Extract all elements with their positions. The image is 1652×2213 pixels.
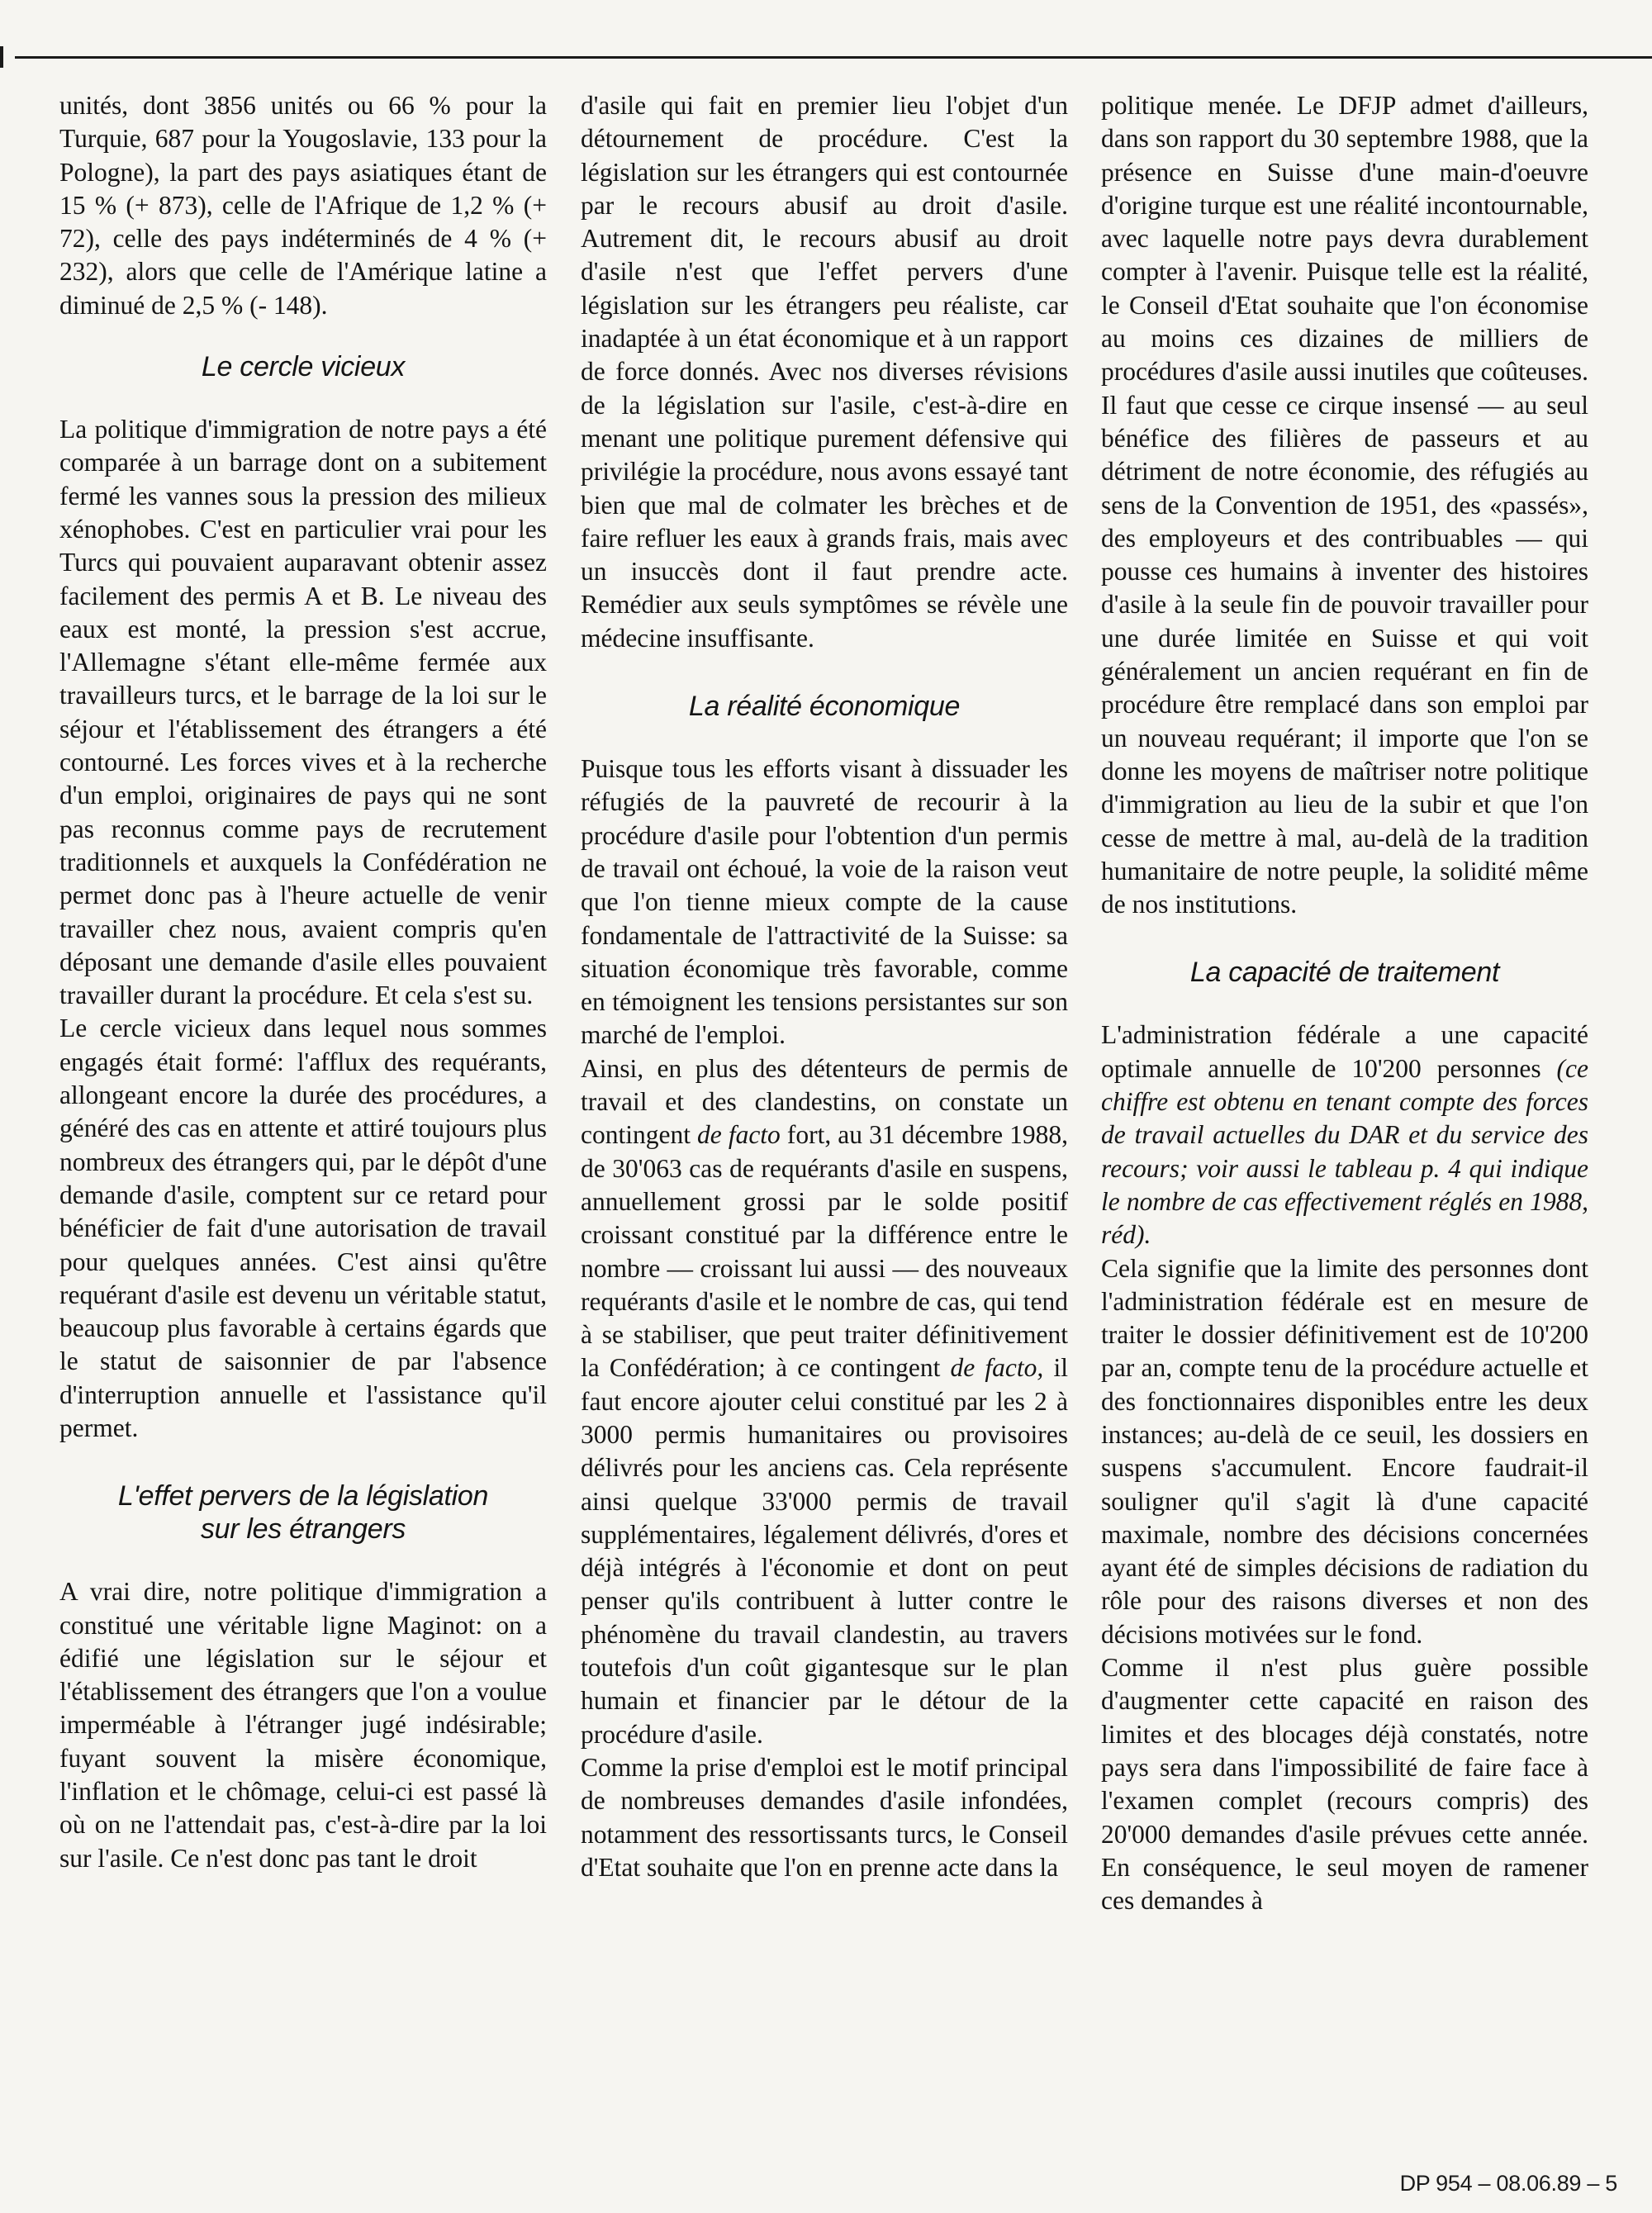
- paragraph: Puisque tous les efforts visant à dissuader les réfugiés de la pauvreté de recourir à la procédure d'asile pour l'obtention d'un permis de travail ont échoué, la voie de la raison veut que l'on tienne mieux compte de la cause fondamentale de l'attractivité de la Suisse: sa situation économique très favorable, comme en témoignent les tensions persistantes sur son marché de l'emploi.: [581, 754, 1068, 1050]
- paragraph: La politique d'immigration de notre pays a été comparée à un barrage dont on a subitement fermé les vannes sous la pression des milieux xénophobes. C'est en particulier vrai pour les Turcs qui pouvaient auparavant obtenir assez facilement des permis A et B. Le niveau des eaux est monté, la pression s'est accrue, l'Allemagne s'étant elle-même fermée aux travailleurs turcs, et le barrage de la loi sur le séjour et l'établissement des étrangers a été contourné. Les forces vives et à la recherche d'un emploi, originaires de pays qui ne sont pas reconnus comme pays de recrutement traditionnels et auxquels la Confédération ne permet donc pas à l'heure actuelle de venir travailler chez nous, avaient compris qu'en déposant une demande d'asile elles pouvaient travailler durant la procédure. Et cela s'est su.: [59, 415, 547, 1010]
- section-heading-cercle-vicieux: Le cercle vicieux: [201, 351, 406, 383]
- section-heading-capacite: La capacité de traitement: [1189, 957, 1500, 989]
- paragraph: [1101, 1019, 1588, 1251]
- paragraph: A vrai dire, notre politique d'immigration a constitué une véritable ligne Maginot: on a édifié une législation sur le séjour et l'établissement des étrangers que l'on a voulue imperméable à l'étranger jugé indésirable; fuyant souvent la misère économique, l'inflation et le chômage, celui-ci est passé là où on ne l'attendait pas, c'est-à-dire par la loi sur l'asile. Ce n'est donc pas tant le droit: [59, 1577, 547, 1873]
- italic-term: de facto: [697, 1120, 781, 1150]
- text-run: L'administration fédérale a une capacité optimale annuelle de 10'200 personnes: [1101, 1020, 1588, 1083]
- editorial-note: (ce chiffre est obtenu en tenant compte des forces de travail actuelles du DAR et du service des recours; voir aussi le tableau p. 4 qui indique le nombre de cas effectivement réglés en 1988, réd).: [1101, 1053, 1588, 1250]
- column-3: [1101, 89, 1588, 1917]
- paragraph: d'asile qui fait en premier lieu l'objet d'un détournement de procédure. C'est la législation sur les étrangers qui est contournée par le recours abusif au droit d'asile. Autrement dit, le recours abusif au droit d'asile n'est que l'effet pervers d'une législation sur les étrangers peu réaliste, car inadaptée à un état économique et à un rapport de force donnés. Avec nos diverses révisions de la législation sur l'asile, c'est-à-dire en menant une politique purement défensive qui privilégie la procédure, nous avons essayé tant bien que mal de colmater les brèches et de faire refluer les eaux à grands frais, mais avec un insuccès dont il faut prendre acte. Remédier aux seuls symptômes se révèle une médecine insuffisante.: [581, 91, 1068, 653]
- column-1: [59, 89, 547, 1875]
- text-run: fort, au 31 décembre 1988, de 30'063 cas de requérants d'asile en suspens, annuellement grossi par le solde positif croissant constitué par la différence entre le nombre — croissant lui aussi — des nouveaux requérants d'asile et le nombre de cas, qui tend à se stabiliser, que peut traiter définitivement la Confédération; à ce contingent: [581, 1120, 1068, 1383]
- section-heading-realite-economique: La réalité économique: [688, 691, 961, 723]
- paragraph: Cela signifie que la limite des personnes dont l'administration fédérale est en mesure de traiter le dossier définitivement est de 10'200 par an, compte tenu de la procédure actuelle et des fonctionnaires disponibles entre les deux instances; au-delà de ce seuil, les dossiers en suspens s'accumulent. Encore faudrait-il souligner qu'il s'agit là d'une capacité maximale, nombre des décisions concernées ayant été de simples décisions de radiation du rôle pour des raisons diverses et non des décisions motivées sur le fond.: [1101, 1253, 1588, 1649]
- column-2: [581, 89, 1068, 1884]
- paragraph: Comme il n'est plus guère possible d'augmenter cette capacité en raison des limites et des blocages déjà constatés, notre pays sera dans l'impossibilité de faire face à l'examen complet (recours compris) des 20'000 demandes d'asile prévues cette année. En conséquence, le seul moyen de ramener ces demandes à: [1101, 1653, 1588, 1916]
- page-footer: DP 954 – 08.06.89 – 5: [1399, 2171, 1617, 2196]
- heading-line: sur les étrangers: [200, 1513, 406, 1546]
- paragraph: unités, dont 3856 unités ou 66 % pour la Turquie, 687 pour la Yougoslavie, 133 pour la Pologne), la part des pays asiatiques étant de 15 % (+ 873), celle de l'Afrique de 1,2 % (+ 72), celle des pays indéterminés de 4 % (+ 232), alors que celle de l'Amérique latine a diminué de 2,5 % (- 148).: [59, 91, 547, 320]
- paragraph: Le cercle vicieux dans lequel nous sommes engagés était formé: l'afflux des requérants, allongeant encore la durée des procédures, a généré des cas en attente et attiré toujours plus nombreux des étrangers qui, par le dépôt d'une demande d'asile, comptent sur ce retard pour bénéficier de fait d'une autorisation de travail pour quelques années. C'est ainsi qu'être requérant d'asile est devenu un véritable statut, beaucoup plus favorable à certains égards que le statut de saisonnier de par l'absence d'interruption annuelle et l'assistance qu'il permet.: [59, 1014, 547, 1442]
- text-run: Ainsi, en plus des détenteurs de permis de travail et des clandestins, on constate un contingent: [581, 1053, 1068, 1150]
- paragraph: [581, 1052, 1068, 1751]
- section-heading-effet-pervers: [59, 1479, 547, 1546]
- top-rule: [15, 56, 1652, 59]
- heading-line: L'effet pervers de la législation: [117, 1480, 489, 1513]
- paragraph: Comme la prise d'emploi est le motif principal de nombreuses demandes d'asile infondées, notamment des ressortissants turcs, le Conseil d'Etat souhaite que l'on en prenne acte dans la: [581, 1752, 1068, 1882]
- paragraph: politique menée. Le DFJP admet d'ailleurs, dans son rapport du 30 septembre 1988, que la présence en Suisse d'une main-d'oeuvre d'origine turque est une réalité incontournable, avec laquelle notre pays devra durablement compter à l'avenir. Puisque telle est la réalité, le Conseil d'Etat souhaite que l'on économise au moins ces dizaines de milliers de procédures d'asile aussi inutiles que coûteuses. Il faut que cesse ce cirque insensé — au seul bénéfice des filières de passeurs et au détriment de notre économie, des réfugiés au sens de la Convention de 1951, des «passés», des employeurs et des contribuables — qui pousse ces humains à inventer des histoires d'asile à la seule fin de pouvoir travailler pour une durée limitée en Suisse et qui voit généralement un ancien requérant en fin de procédure être remplacé dans son emploi par un nouveau requérant; il importe que l'on se donne les moyens de maîtriser notre politique d'immigration au lieu de la subir et que l'on cesse de mettre à mal, au-delà de la tradition humanitaire de notre peuple, la solidité même de nos institutions.: [1101, 91, 1588, 919]
- page-edge-mark: [0, 46, 3, 68]
- italic-term: de facto,: [950, 1353, 1044, 1383]
- text-run: il faut encore ajouter celui constitué par les 2 à 3000 permis humanitaires ou provisoires délivrés pour les anciens cas. Cela représente ainsi quelque 33'000 permis de travail supplémentaires, légalement délivrés, d'ores et déjà intégrés à l'économie et dont on peut penser qu'ils contribuent à lutter contre le phénomène du travail clandestin, au travers toutefois d'un coût gigantesque sur le plan humain et financier par le détour de la procédure d'asile.: [581, 1353, 1068, 1749]
